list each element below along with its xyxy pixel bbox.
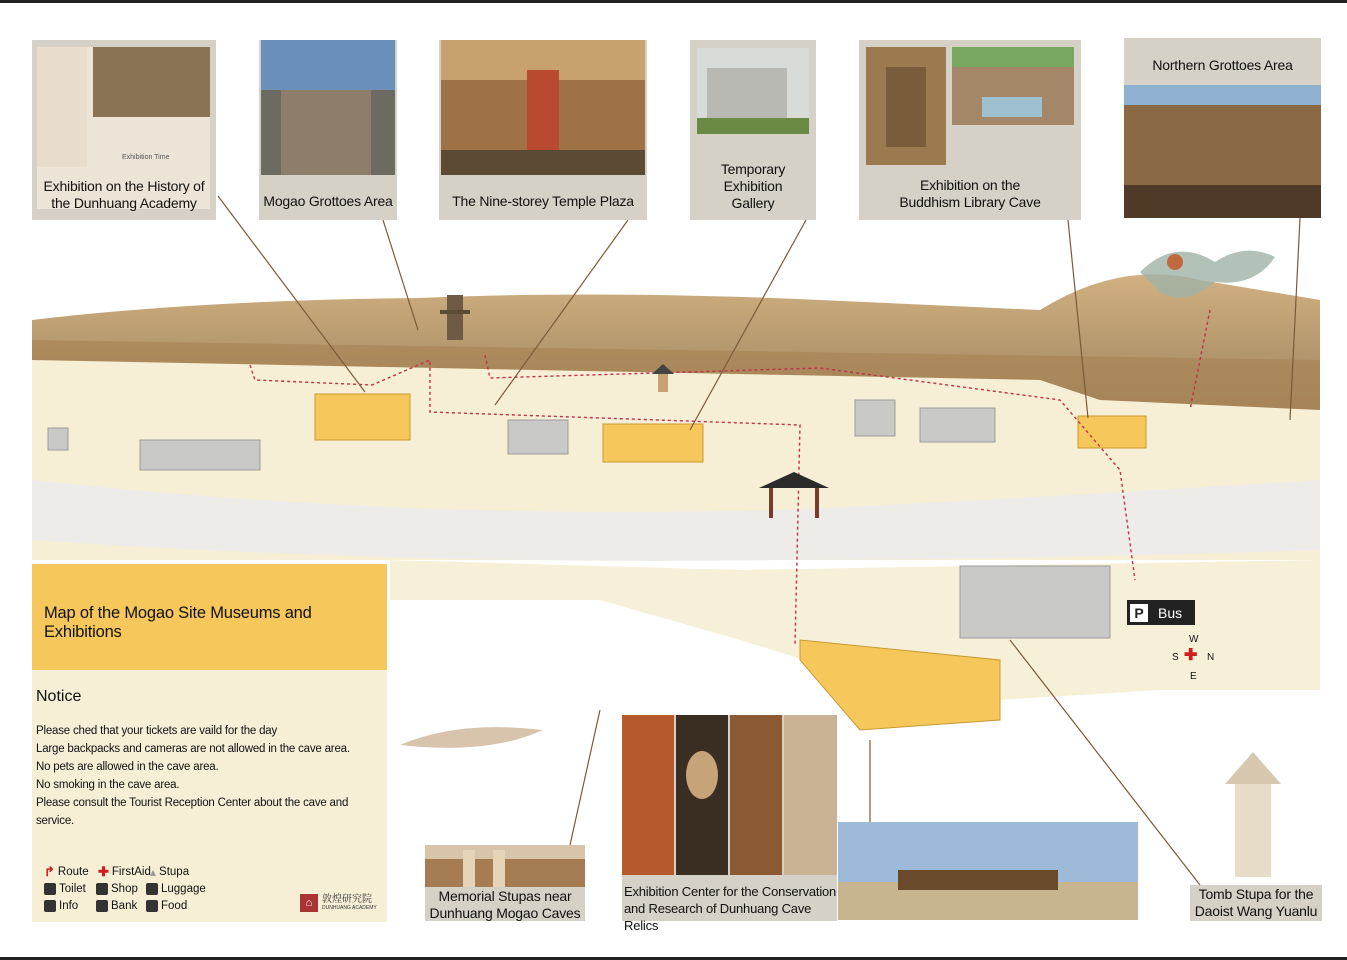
- bank-icon: [96, 900, 108, 912]
- compass-cross-icon: ✚: [1184, 647, 1198, 664]
- notice-item: Large backpacks and cameras are not allowed in the cave area.: [36, 743, 350, 755]
- feather-decoration: [398, 700, 548, 760]
- legend-info: Info: [44, 900, 78, 912]
- photo-center-building[interactable]: [838, 822, 1138, 920]
- svg-text:Exhibition Time: Exhibition Time: [122, 154, 170, 161]
- legend-food: Food: [146, 900, 187, 912]
- photo-poster-4: [784, 715, 837, 875]
- card-academy-history[interactable]: [32, 40, 216, 220]
- seal-icon: ⌂: [300, 894, 318, 912]
- photo-poster-2: [676, 715, 728, 875]
- compass-s: S: [1172, 652, 1179, 663]
- legend-luggage: Luggage: [146, 883, 206, 895]
- legend-toilet: Toilet: [44, 883, 86, 895]
- card-memorial-stupas[interactable]: [425, 845, 585, 921]
- caption-library: Exhibition on the Buddhism Library Cave: [899, 177, 1041, 210]
- pagoda-icon: [435, 290, 475, 345]
- legend-firstaid: ✚ FirstAid: [98, 864, 151, 879]
- photo-nine-storey: [441, 40, 645, 175]
- notice-panel: [32, 670, 387, 922]
- legend-route: ↱ Route: [44, 864, 89, 879]
- info-icon: [44, 900, 56, 912]
- card-exhibition-center[interactable]: [622, 715, 837, 933]
- luggage-icon: [146, 883, 158, 895]
- toilet-icon: [44, 883, 56, 895]
- compass-w: W: [1189, 634, 1199, 645]
- gate-pavilion-icon: [757, 470, 832, 520]
- small-pagoda-icon: [650, 362, 676, 394]
- bus-label: Bus: [1158, 604, 1183, 621]
- caption-northern: Northern Grottoes Area: [1152, 57, 1293, 73]
- caption-academy: Exhibition on the History of the Dunhuang Academy: [43, 178, 205, 211]
- notice-item: Please ched that your tickets are vaild for the day: [36, 725, 278, 737]
- card-mogao-grottoes[interactable]: [259, 40, 397, 220]
- map-title-box: [32, 564, 387, 670]
- photo-northern: [1124, 85, 1321, 218]
- shop-icon: [96, 883, 108, 895]
- map-title: Map of the Mogao Site Museums and Exhibitions: [44, 604, 312, 641]
- card-temporary-gallery[interactable]: [690, 40, 816, 220]
- caption-mogao: Mogao Grottoes Area: [263, 193, 393, 209]
- legend-bank: Bank: [96, 900, 137, 912]
- bus-parking-sign[interactable]: [1127, 600, 1195, 625]
- caption-tomb: Tomb Stupa for the Daoist Wang Yuanlu: [1194, 886, 1318, 919]
- card-nine-storey[interactable]: [439, 40, 647, 220]
- notice-item: Please consult the Tourist Reception Center about the cave and service.: [36, 797, 349, 827]
- notice-item: No smoking in the cave area.: [36, 779, 180, 791]
- notice-heading: Notice: [36, 688, 82, 705]
- first-aid-icon: ✚: [98, 864, 109, 879]
- photo-poster-3: [730, 715, 782, 875]
- photo-temporary: [697, 48, 809, 134]
- photo-library-mural: [866, 47, 946, 165]
- caption-temporary: Temporary Exhibition Gallery: [720, 161, 786, 211]
- caption-exhibition-center: Exhibition Center for the Conservation and Research of Dunhuang Cave Relics: [624, 884, 837, 933]
- photo-poster-1: [622, 715, 674, 875]
- caption-stupas: Memorial Stupas near Dunhuang Mogao Caves: [429, 888, 581, 921]
- compass-e: E: [1190, 671, 1197, 682]
- parking-icon: P: [1130, 604, 1148, 622]
- compass-n: N: [1207, 652, 1215, 663]
- caption-nine-storey: The Nine-storey Temple Plaza: [452, 193, 634, 209]
- notice-item: No pets are allowed in the cave area.: [36, 761, 219, 773]
- compass: [1170, 634, 1220, 684]
- card-northern-grottoes[interactable]: [1124, 38, 1321, 218]
- card-library-cave[interactable]: [859, 40, 1081, 220]
- photo-library-court: [952, 47, 1074, 125]
- food-icon: [146, 900, 158, 912]
- route-icon: ↱: [44, 864, 55, 879]
- card-tomb-stupa[interactable]: [1190, 885, 1322, 921]
- legend-stupa: ▴ Stupa: [150, 865, 190, 879]
- photo-stupas: [425, 845, 585, 887]
- academy-logo: ⌂ 敦煌研究院 DUNHUANG ACADEMY: [300, 894, 377, 912]
- stupa-icon: ▴: [150, 865, 157, 879]
- photo-mogao: [261, 40, 395, 175]
- tomb-stupa-illustration: [1205, 742, 1300, 884]
- notice-list: [36, 722, 387, 830]
- legend-shop: Shop: [96, 883, 138, 895]
- apsara-illustration: [1135, 232, 1280, 312]
